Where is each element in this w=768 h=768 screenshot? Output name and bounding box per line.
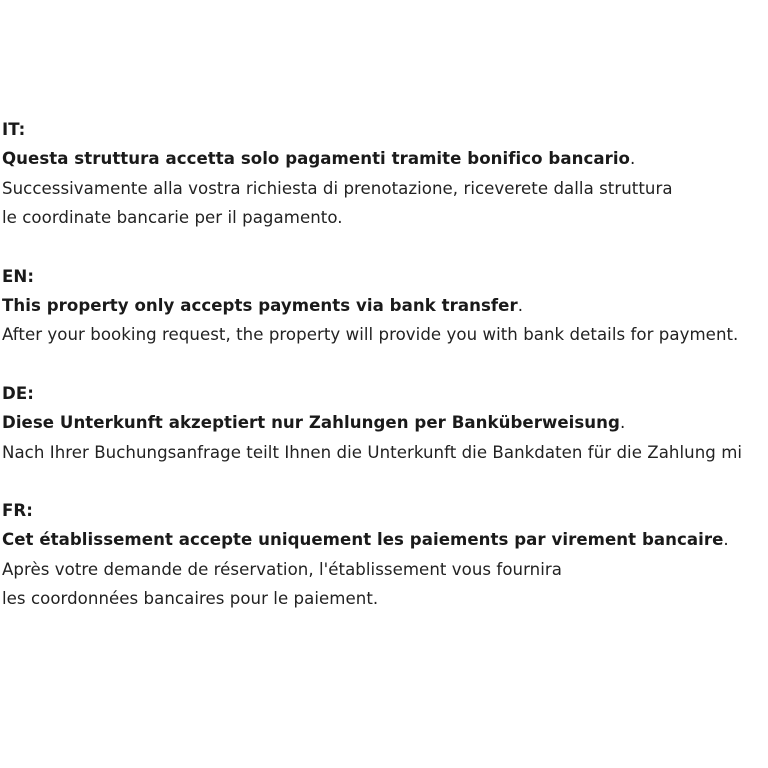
lang-code: EN:: [2, 266, 35, 286]
headline-text: Cet établissement accepte uniquement les paiements par virement bancaire: [2, 530, 724, 550]
lang-block-de: [2, 379, 768, 467]
body-line: les coordonnées bancaires pour le paiement.: [2, 589, 379, 609]
headline: [2, 144, 768, 173]
headline-period: .: [517, 295, 524, 315]
payment-notice: [2, 115, 768, 642]
headline-text: Questa struttura accetta solo pagamenti tramite bonifico bancario: [2, 149, 631, 169]
lang-block-it: [2, 115, 768, 233]
body-line: le coordinate bancarie per il pagamento.: [2, 208, 343, 228]
headline-period: .: [723, 530, 729, 550]
headline-period: .: [619, 413, 626, 433]
headline-period: .: [630, 149, 636, 169]
lang-code: FR:: [2, 500, 33, 520]
lang-block-en: [2, 262, 768, 350]
headline-text: Diese Unterkunft akzeptiert nur Zahlungen per Banküberweisung: [2, 413, 620, 433]
body-line: Nach Ihrer Buchungsanfrage teilt Ihnen die Unterkunft die Bankdaten für die Zahlung mi: [2, 442, 743, 462]
headline: [2, 525, 768, 554]
body-line: Après votre demande de réservation, l'établissement vous fournira: [2, 559, 562, 579]
body-line: After your booking request, the property will provide you with bank details for payment.: [2, 325, 739, 345]
lang-code: IT:: [2, 120, 26, 139]
lang-block-fr: [2, 496, 768, 614]
headline: [2, 408, 768, 437]
body-line: Successivamente alla vostra richiesta di prenotazione, riceverete dalla struttura: [2, 178, 673, 198]
lang-code: DE:: [2, 383, 34, 403]
headline: [2, 291, 768, 320]
headline-text: This property only accepts payments via bank transfer: [2, 295, 518, 315]
